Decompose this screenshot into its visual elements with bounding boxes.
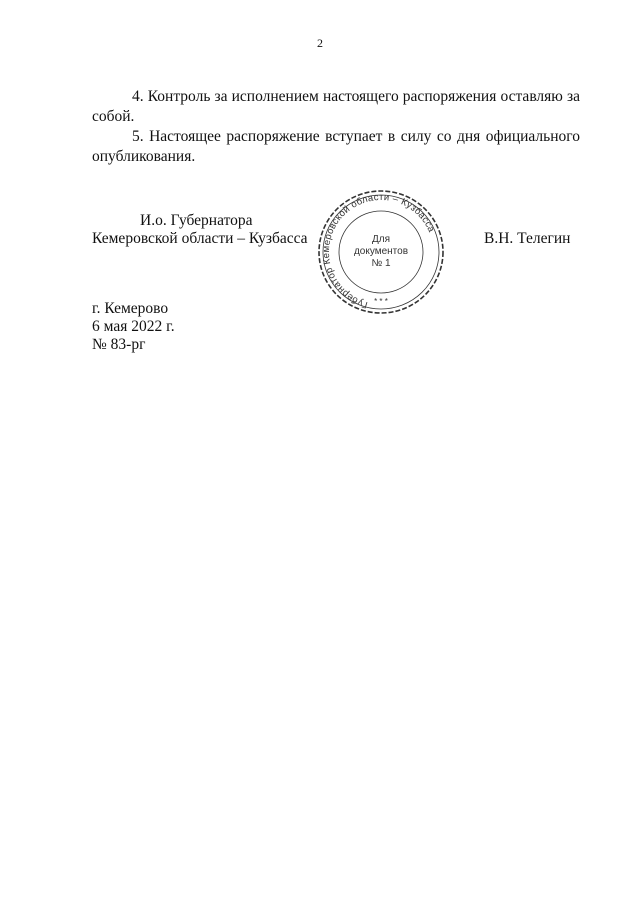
official-seal (310, 186, 452, 318)
signatory-name: В.Н. Телегин (484, 230, 571, 247)
footer-date: 6 мая 2022 г. (92, 318, 175, 335)
seal-center-line2: документов (353, 246, 409, 257)
paragraph-5: 5. Настоящее распоряжение вступает в силу со дня официального опубликования. (92, 128, 580, 165)
document-body (92, 87, 580, 167)
seal-center-line1: Для (371, 234, 391, 245)
footer-number: № 83-рг (92, 336, 146, 353)
footer-city: г. Кемерово (92, 300, 169, 317)
seal-ring-text: Губернатор Кемеровской области – Кузбасса (320, 191, 437, 311)
seal-center-line3: № 1 (371, 258, 391, 269)
seal-stars: * * * (374, 297, 388, 306)
page-number: 2 (317, 36, 323, 50)
document-footer (92, 300, 175, 354)
paragraph-4: 4. Контроль за исполнением настоящего распоряжения оставляю за собой. (92, 88, 580, 125)
signatory-title-line2: Кемеровской области – Кузбасса (92, 230, 308, 247)
signatory-title-line1: И.о. Губернатора (140, 212, 253, 229)
seal-graphic (310, 186, 452, 318)
